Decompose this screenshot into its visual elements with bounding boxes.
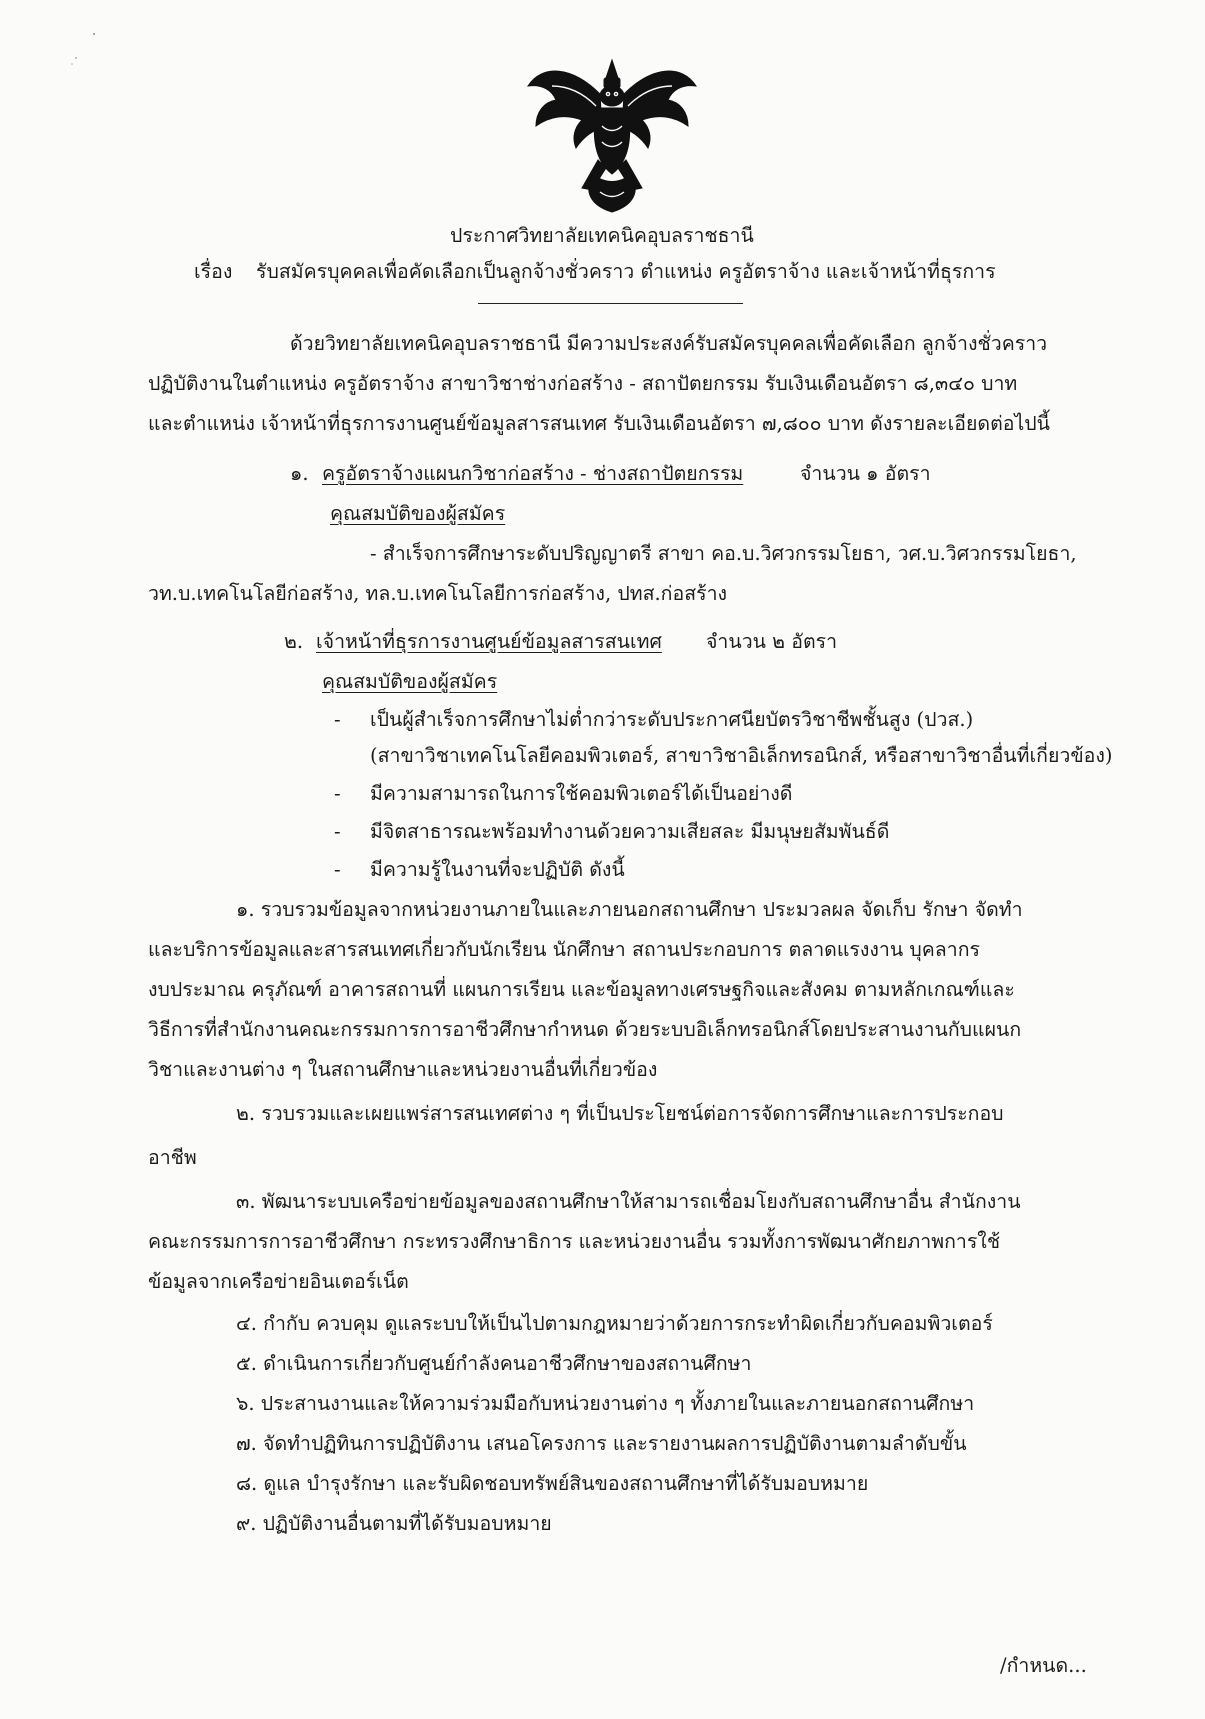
bullet-dash: - xyxy=(334,858,341,881)
bullet-dash: - xyxy=(334,782,341,805)
duty-8: ๘. ดูแล บำรุงรักษา และรับผิดชอบทรัพย์สินของสถานศึกษาที่ได้รับมอบหมาย xyxy=(236,1472,869,1495)
intro-line-1: ด้วยวิทยาลัยเทคนิคอุบลราชธานี มีความประสงค์รับสมัครบุคคลเพื่อคัดเลือก ลูกจ้างชั่วคราว xyxy=(290,332,1048,355)
announcement-title: ประกาศวิทยาลัยเทคนิคอุบลราชธานี xyxy=(450,224,754,247)
duty-4: ๔. กำกับ ควบคุม ดูแลระบบให้เป็นไปตามกฎหมายว่าด้วยการกระทำผิดเกี่ยวกับคอมพิวเตอร์ xyxy=(236,1312,993,1335)
duty-1-line: และบริการข้อมูลและสารสนเทศเกี่ยวกับนักเรียน นักศึกษา สถานประกอบการ ตลาดแรงงาน บุคลากร xyxy=(148,938,980,961)
bullet-text: เป็นผู้สำเร็จการศึกษาไม่ต่ำกว่าระดับประกาศนียบัตรวิชาชีพชั้นสูง (ปวส.) xyxy=(370,708,974,731)
position-1-title: ครูอัตราจ้างแผนกวิชาก่อสร้าง - ช่างสถาปัตยกรรม xyxy=(322,462,744,485)
duty-5: ๕. ดำเนินการเกี่ยวกับศูนย์กำลังคนอาชีวศึกษาของสถานศึกษา xyxy=(236,1352,752,1375)
subject-text: รับสมัครบุคคลเพื่อคัดเลือกเป็นลูกจ้างชั่วคราว ตำแหน่ง ครูอัตราจ้าง และเจ้าหน้าที่ธุรการ xyxy=(256,260,996,283)
position-1-number: ๑. xyxy=(290,462,309,485)
position-1-qualification-heading: คุณสมบัติของผู้สมัคร xyxy=(330,502,506,525)
duty-1-line: วิชาและงานต่าง ๆ ในสถานศึกษาและหน่วยงานอื่นที่เกี่ยวข้อง xyxy=(148,1058,658,1081)
duty-1-line: วิธีการที่สำนักงานคณะกรรมการการอาชีวศึกษากำหนด ด้วยระบบอิเล็กทรอนิกส์โดยประสานงานกับแผนก xyxy=(148,1018,1022,1041)
garuda-emblem-icon xyxy=(522,56,702,216)
duty-3-line: ข้อมูลจากเครือข่ายอินเตอร์เน็ต xyxy=(148,1270,409,1293)
duty-1-line: ๑. รวบรวมข้อมูลจากหน่วยงานภายในและภายนอกสถานศึกษา ประมวลผล จัดเก็บ รักษา จัดทำ xyxy=(236,898,1023,921)
duty-3-line: คณะกรรมการการอาชีวศึกษา กระทรวงศึกษาธิการ และหน่วยงานอื่น รวมทั้งการพัฒนาศักยภาพการใช้ xyxy=(148,1230,1001,1253)
position-1-qualification-line-1: - สำเร็จการศึกษาระดับปริญญาตรี สาขา คอ.บ.วิศวกรรมโยธา, วศ.บ.วิศวกรรมโยธา, xyxy=(370,542,1077,565)
bullet-dash: - xyxy=(334,708,341,731)
intro-line-2: ปฏิบัติงานในตำแหน่ง ครูอัตราจ้าง สาขาวิชาช่างก่อสร้าง - สถาปัตยกรรม รับเงินเดือนอัตรา ๘,๓๔๐ บาท xyxy=(148,372,1018,395)
bullet-text: มีความรู้ในงานที่จะปฏิบัติ ดังนี้ xyxy=(370,858,625,881)
title-divider xyxy=(478,303,743,304)
duty-1-line: งบประมาณ ครุภัณฑ์ อาคารสถานที่ แผนการเรียน และข้อมูลทางเศรษฐกิจและสังคม ตามหลักเกณฑ์และ xyxy=(148,978,1015,1001)
bullet-dash: - xyxy=(334,820,341,843)
continuation-note: /กำหนด... xyxy=(1000,1654,1087,1677)
bullet-text: (สาขาวิชาเทคโนโลยีคอมพิวเตอร์, สาขาวิชาอิเล็กทรอนิกส์, หรือสาขาวิชาอื่นที่เกี่ยวข้อง) xyxy=(370,744,1113,767)
position-1-qualification-line-2: วท.บ.เทคโนโลยีก่อสร้าง, ทล.บ.เทคโนโลยีการก่อสร้าง, ปทส.ก่อสร้าง xyxy=(148,582,728,605)
position-2-title: เจ้าหน้าที่ธุรการงานศูนย์ข้อมูลสารสนเทศ xyxy=(316,630,662,653)
duty-7: ๗. จัดทำปฏิทินการปฏิบัติงาน เสนอโครงการ และรายงานผลการปฏิบัติงานตามลำดับขั้น xyxy=(236,1432,967,1455)
subject-label: เรื่อง xyxy=(194,260,233,283)
duty-2-line: ๒. รวบรวมและเผยแพร่สารสนเทศต่าง ๆ ที่เป็นประโยชน์ต่อการจัดการศึกษาและการประกอบ xyxy=(236,1102,1004,1125)
position-2-count: จำนวน ๒ อัตรา xyxy=(706,630,838,653)
intro-line-3: และตำแหน่ง เจ้าหน้าที่ธุรการงานศูนย์ข้อมูลสารสนเทศ รับเงินเดือนอัตรา ๗,๘๐๐ บาท ดังรายละเอียดต่อไปนี้ xyxy=(148,412,1050,435)
duty-2-line: อาชีพ xyxy=(148,1146,197,1169)
position-2-qualification-heading: คุณสมบัติของผู้สมัคร xyxy=(322,670,498,693)
duty-9: ๙. ปฏิบัติงานอื่นตามที่ได้รับมอบหมาย xyxy=(236,1512,552,1535)
position-1-count: จำนวน ๑ อัตรา xyxy=(800,462,931,485)
position-2-number: ๒. xyxy=(284,630,304,653)
duty-6: ๖. ประสานงานและให้ความร่วมมือกับหน่วยงานต่าง ๆ ทั้งภายในและภายนอกสถานศึกษา xyxy=(236,1392,975,1415)
bullet-text: มีจิตสาธารณะพร้อมทำงานด้วยความเสียสละ มีมนุษยสัมพันธ์ดี xyxy=(370,820,890,843)
bullet-text: มีความสามารถในการใช้คอมพิวเตอร์ได้เป็นอย่างดี xyxy=(370,782,793,805)
scan-mark xyxy=(66,30,96,70)
duty-3-line: ๓. พัฒนาระบบเครือข่ายข้อมูลของสถานศึกษาให้สามารถเชื่อมโยงกับสถานศึกษาอื่น สำนักงาน xyxy=(236,1190,1021,1213)
